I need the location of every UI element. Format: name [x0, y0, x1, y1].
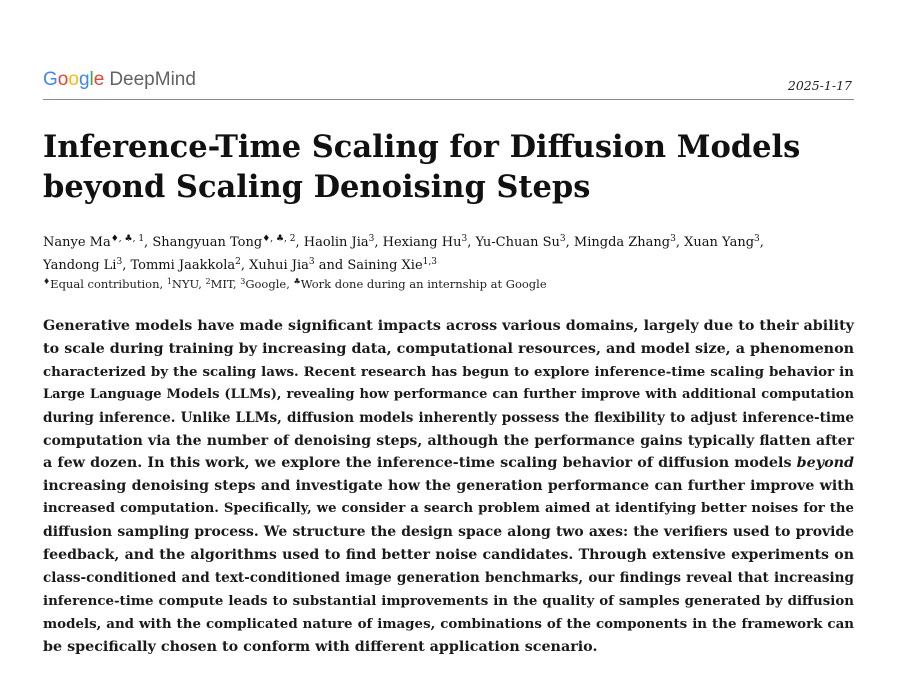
author-affiliation-mark: 3 [754, 234, 760, 244]
logo-letter: o [57, 69, 69, 90]
abstract-line: be specifically chosen to conform with different application scenario. [43, 638, 598, 655]
author-affiliation-mark: 3 [559, 234, 566, 244]
title-line: Inference-Time Scaling for Diffusion Models [43, 129, 801, 165]
abstract-line: Generative models have made significant impacts across various domains, largely due to their ability [43, 318, 854, 334]
logo-letter: G [43, 69, 58, 90]
abstract-line [43, 452, 854, 475]
title-line: beyond Scaling Denoising Steps [43, 169, 591, 205]
logo-letter: g [78, 69, 90, 90]
author-affiliation-mark: 3 [670, 234, 676, 244]
abstract-line: class-conditioned and text-conditioned image generation benchmarks, our findings reveal that increasing [43, 569, 854, 586]
author-name: Xuan Yang [684, 235, 755, 250]
affiliation-mark: 3 [240, 277, 246, 286]
author-affiliation-mark: 3 [461, 234, 468, 244]
abstract-line: feedback, and the algorithms used to find better noise candidates. Through extensive experiments on [43, 547, 854, 564]
logo-letter: e [93, 69, 105, 90]
abstract-line: inference-time compute leads to substantial improvements in the quality of samples generated by diffusion [43, 592, 854, 609]
author-line [43, 254, 873, 277]
author-affiliation-mark: 1,3 [422, 257, 437, 267]
author-name: Yandong Li [43, 258, 117, 273]
affiliation-notes [43, 277, 547, 291]
author-affiliation-mark: 3 [308, 257, 315, 267]
abstract-line: increased computation. Specifically, we consider a search problem aimed at identifying better noises for the [43, 501, 854, 517]
author-name: Yu-Chuan Su [475, 235, 560, 250]
author-line [43, 231, 873, 254]
abstract-line: during inference. Unlike LLMs, diffusion models inherently possess the flexibility to adjust inference-time [43, 409, 854, 426]
abstract-line: models, and with the complicated nature of images, combinations of the components in the framework can [43, 615, 854, 632]
affiliation-text: MIT, [210, 277, 241, 291]
logo-letter: o [68, 69, 79, 90]
author-separator: , [467, 235, 476, 250]
affiliation-mark: 1 [166, 277, 172, 286]
abstract-text: a few dozen. In this work, we explore the inference-time scaling behavior of diffusion models [43, 455, 797, 472]
affiliation-text: NYU, [171, 277, 206, 291]
abstract-emphasis: beyond [796, 455, 854, 472]
abstract-line: Large Language Models (LLMs), revealing how performance can further improve with additional computation [43, 386, 854, 402]
author-separator: , [759, 235, 764, 250]
author-name: Shangyuan Tong [152, 235, 263, 250]
author-name: Haolin Jia [303, 235, 369, 250]
abstract [43, 315, 854, 659]
affiliation-text: Work done during an internship at Google [300, 277, 547, 291]
logo-word: DeepMind [109, 69, 196, 90]
internship-mark: ♣ [293, 277, 301, 286]
logo-letter: l [89, 69, 94, 90]
author-separator: , [240, 258, 250, 273]
publication-date: 2025-1-17 [787, 78, 852, 93]
affiliation-text: Google, [245, 277, 294, 291]
author-separator: , [295, 235, 304, 250]
author-affiliation-mark: ♦, ♣, 2 [262, 234, 296, 244]
author-name: Hexiang Hu [382, 235, 462, 250]
author-separator: , [675, 235, 685, 250]
affiliation-mark: 2 [205, 277, 211, 286]
author-name: Xuhui Jia [249, 258, 309, 273]
author-separator: , [565, 235, 574, 250]
author-separator: and [314, 258, 348, 273]
equal-contribution-mark: ♦ [43, 277, 51, 286]
abstract-line: characterized by the scaling laws. Recent research has begun to explore inference-time scaling behavior in [43, 363, 854, 380]
affiliation-text: Equal contribution, [50, 277, 167, 291]
author-name: Saining Xie [347, 258, 423, 273]
abstract-line: computation via the number of denoising steps, although the performance gains typically flatten after [43, 432, 854, 449]
author-affiliation-mark: 2 [235, 257, 241, 267]
author-separator: , [374, 235, 383, 250]
author-name: Tommi Jaakkola [130, 258, 236, 273]
author-affiliation-mark: ♦, ♣, 1 [110, 234, 145, 244]
author-separator: , [122, 258, 131, 273]
abstract-line: diffusion sampling process. We structure the design space along two axes: the verifiers used to provide [43, 524, 854, 541]
author-list [43, 231, 873, 277]
paper-title [43, 127, 863, 207]
google-deepmind-logo [43, 69, 196, 91]
author-name: Mingda Zhang [573, 235, 671, 250]
author-name: Nanye Ma [43, 235, 111, 250]
abstract-line: increasing denoising steps and investigate how the generation performance can further improve with [43, 478, 854, 495]
abstract-line: to scale during training by increasing data, computational resources, and model size, a phenomenon [43, 340, 854, 357]
page-header [43, 66, 854, 100]
author-affiliation-mark: 3 [116, 257, 123, 267]
author-separator: , [144, 235, 153, 250]
author-affiliation-mark: 3 [368, 234, 375, 244]
